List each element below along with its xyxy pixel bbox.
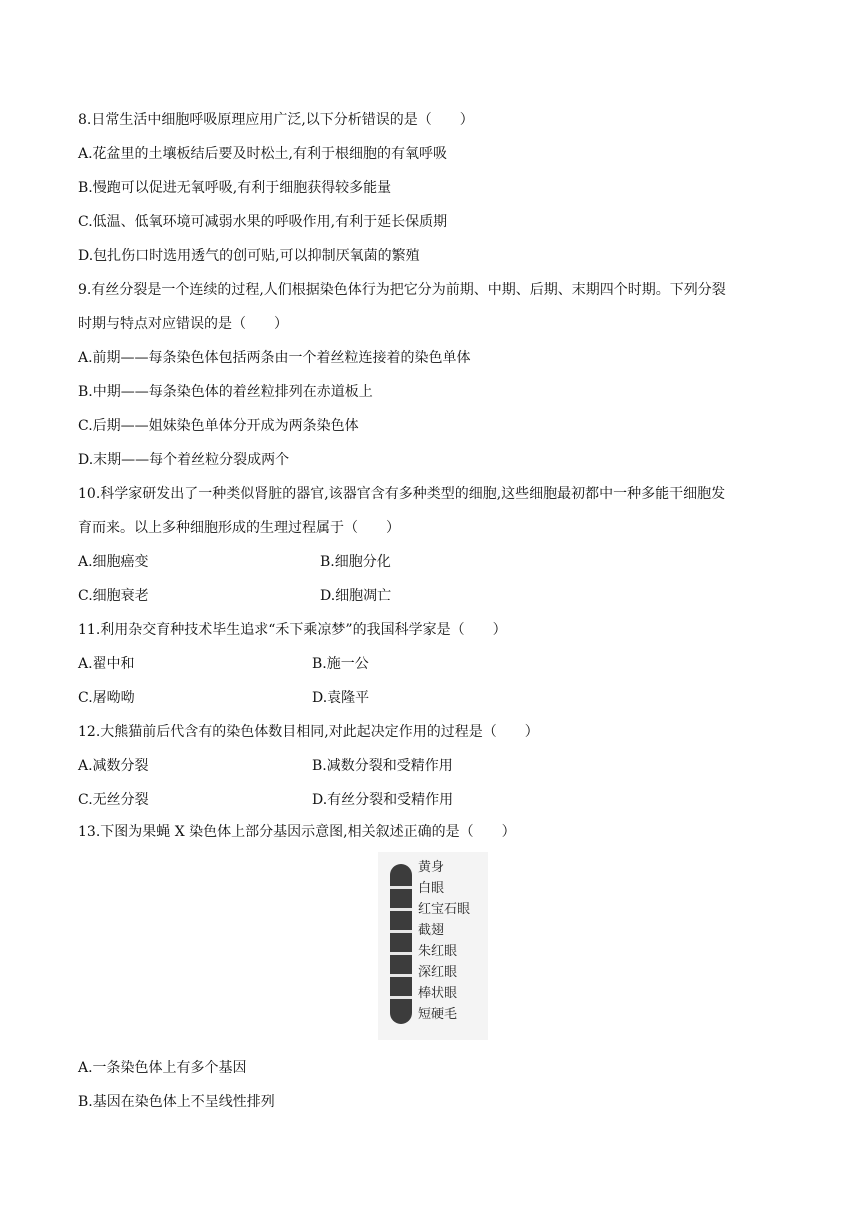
gene-label: 朱红眼 xyxy=(418,944,458,959)
q9-stem-line1: 9.有丝分裂是一个连续的过程,人们根据染色体行为把它分为前期、中期、后期、末期四个时期。下列分裂 xyxy=(78,282,726,298)
q10-option-a: A.细胞癌变 xyxy=(78,554,149,570)
x-chromosome xyxy=(390,864,412,1024)
gene-label: 截翅 xyxy=(418,923,445,938)
gene-label: 红宝石眼 xyxy=(418,902,471,917)
q13-option-a: A.一条染色体上有多个基因 xyxy=(78,1060,247,1076)
q12-option-d: D.有丝分裂和受精作用 xyxy=(312,792,454,808)
chromosome-band xyxy=(390,908,412,911)
q10-stem-line1: 10.科学家研发出了一种类似肾脏的器官,该器官含有多种类型的细胞,这些细胞最初都中一种多能干细胞发 xyxy=(78,486,726,502)
q8-option-a: A.花盆里的土壤板结后要及时松土,有利于根细胞的有氧呼吸 xyxy=(78,146,448,162)
chromosome-band xyxy=(390,952,412,955)
gene-label: 白眼 xyxy=(418,881,445,896)
gene-label: 黄身 xyxy=(418,860,445,875)
q13-stem: 13.下图为果蝇 X 染色体上部分基因示意图,相关叙述正确的是（ ） xyxy=(78,824,516,840)
q11-option-b: B.施一公 xyxy=(312,656,369,672)
q13-option-b: B.基因在染色体上不呈线性排列 xyxy=(78,1094,275,1110)
q12-option-b: B.减数分裂和受精作用 xyxy=(312,758,453,774)
q9-stem-line2: 时期与特点对应错误的是（ ） xyxy=(78,316,288,332)
chromosome-figure xyxy=(378,852,488,1040)
chromosome-band xyxy=(390,974,412,977)
q8-option-c: C.低温、低氧环境可减弱水果的呼吸作用,有利于延长保质期 xyxy=(78,214,448,230)
q12-stem: 12.大熊猫前后代含有的染色体数目相同,对此起决定作用的过程是（ ） xyxy=(78,724,539,740)
q12-option-c: C.无丝分裂 xyxy=(78,792,149,808)
q9-option-c: C.后期——姐妹染色单体分开成为两条染色体 xyxy=(78,418,359,434)
q11-stem: 11.利用杂交育种技术毕生追求“禾下乘凉梦”的我国科学家是（ ） xyxy=(78,622,507,638)
gene-label: 棒状眼 xyxy=(418,986,458,1001)
gene-label: 短硬毛 xyxy=(418,1007,458,1022)
q8-stem: 8.日常生活中细胞呼吸原理应用广泛,以下分析错误的是（ ） xyxy=(78,112,474,128)
q11-option-d: D.袁隆平 xyxy=(312,690,370,706)
chromosome-band xyxy=(390,886,412,889)
q8-option-d: D.包扎伤口时选用透气的创可贴,可以抑制厌氧菌的繁殖 xyxy=(78,248,420,264)
q10-option-b: B.细胞分化 xyxy=(320,554,391,570)
q8-option-b: B.慢跑可以促进无氧呼吸,有利于细胞获得较多能量 xyxy=(78,180,392,196)
q11-option-a: A.翟中和 xyxy=(78,656,135,672)
q9-option-d: D.末期——每个着丝粒分裂成两个 xyxy=(78,452,290,468)
gene-label: 深红眼 xyxy=(418,965,458,980)
q9-option-b: B.中期——每条染色体的着丝粒排列在赤道板上 xyxy=(78,384,373,400)
q11-option-c: C.屠呦呦 xyxy=(78,690,135,706)
q10-option-d: D.细胞凋亡 xyxy=(320,588,392,604)
q12-option-a: A.减数分裂 xyxy=(78,758,149,774)
chromosome-band xyxy=(390,930,412,933)
q9-option-a: A.前期——每条染色体包括两条由一个着丝粒连接着的染色单体 xyxy=(78,350,471,366)
q10-option-c: C.细胞衰老 xyxy=(78,588,149,604)
chromosome-band xyxy=(390,996,412,999)
q10-stem-line2: 育而来。以上多种细胞形成的生理过程属于（ ） xyxy=(78,520,400,536)
